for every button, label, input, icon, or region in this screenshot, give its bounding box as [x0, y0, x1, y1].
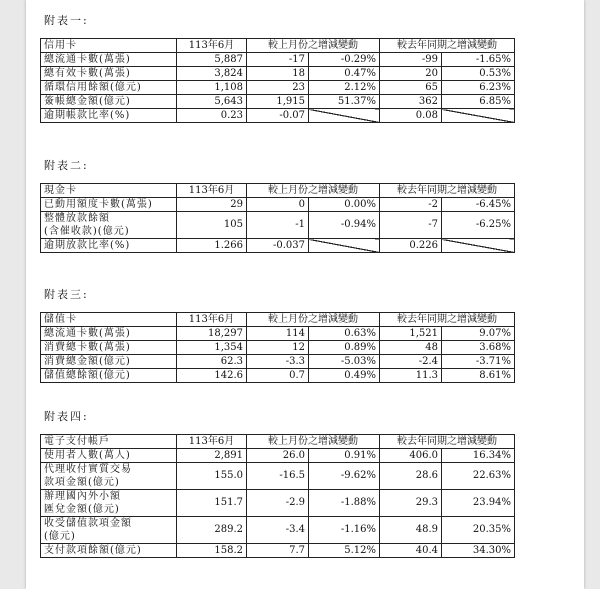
- row-yoy-abs: -2: [380, 198, 442, 212]
- row-mom-pct: -0.29%: [309, 53, 380, 67]
- row-value: 151.7: [177, 490, 247, 517]
- row-label: [41, 517, 177, 544]
- row-yoy-abs: 40.4: [380, 544, 442, 558]
- row-label: [41, 463, 177, 490]
- row-yoy-pct: 3.68%: [442, 341, 515, 355]
- row-yoy-abs: 20: [380, 67, 442, 81]
- row-value: 29: [177, 198, 247, 212]
- row-yoy-pct: 9.07%: [442, 327, 515, 341]
- table-row: [41, 95, 515, 109]
- row-value: 142.6: [177, 369, 247, 383]
- row-mom-pct: 0.91%: [309, 449, 380, 463]
- row-mom-abs: 18: [247, 67, 309, 81]
- table-row: [41, 490, 515, 517]
- row-mom-pct-na: [309, 109, 380, 123]
- row-yoy-abs: 28.6: [380, 463, 442, 490]
- row-label: 逾期帳款比率(%): [41, 109, 177, 123]
- header-category: 現金卡: [41, 184, 177, 198]
- row-mom-abs: 26.0: [247, 449, 309, 463]
- table-header-row: [41, 313, 515, 327]
- row-yoy-abs: 48.9: [380, 517, 442, 544]
- table-2-caption: 附表二:: [44, 159, 89, 172]
- row-yoy-pct: 22.63%: [442, 463, 515, 490]
- table-row: [41, 341, 515, 355]
- header-category: 儲值卡: [41, 313, 177, 327]
- row-label-line-2: 匯兌金額(億元): [44, 504, 120, 515]
- row-value: 0.23: [177, 109, 247, 123]
- row-mom-pct: 0.89%: [309, 341, 380, 355]
- table-row: [41, 449, 515, 463]
- row-mom-pct: 2.12%: [309, 81, 380, 95]
- row-yoy-pct: -1.65%: [442, 53, 515, 67]
- row-yoy-abs: 0.226: [380, 239, 442, 253]
- row-mom-abs: 0: [247, 198, 309, 212]
- row-mom-pct: 5.12%: [309, 544, 380, 558]
- cash-card-table: [40, 183, 515, 253]
- row-label: [41, 212, 177, 239]
- row-label: 使用者人數(萬人): [41, 449, 177, 463]
- row-mom-abs: -1: [247, 212, 309, 239]
- row-label-line-1: 收受儲值款項金額: [44, 518, 132, 529]
- table-row: [41, 517, 515, 544]
- table-header-row: [41, 435, 515, 449]
- table-row: [41, 53, 515, 67]
- row-yoy-pct: 6.23%: [442, 81, 515, 95]
- table-row: [41, 198, 515, 212]
- header-period: 113年6月: [177, 39, 247, 53]
- row-mom-abs: 7.7: [247, 544, 309, 558]
- row-value: 1.266: [177, 239, 247, 253]
- stored-value-card-table: [40, 312, 515, 383]
- row-yoy-pct: 16.34%: [442, 449, 515, 463]
- table-row: [41, 327, 515, 341]
- row-yoy-abs: -7: [380, 212, 442, 239]
- row-mom-pct: 0.63%: [309, 327, 380, 341]
- table-row: [41, 544, 515, 558]
- row-label-line-1: 代理收付實質交易: [44, 464, 132, 475]
- row-value: 5,643: [177, 95, 247, 109]
- table-header-row: [41, 184, 515, 198]
- header-yoy: 較去年同期之增減變動: [380, 184, 515, 198]
- table-1-caption: 附表一:: [44, 14, 89, 27]
- table-row: [41, 81, 515, 95]
- row-mom-pct: -1.16%: [309, 517, 380, 544]
- row-mom-pct: -0.94%: [309, 212, 380, 239]
- header-period: 113年6月: [177, 184, 247, 198]
- table-3-caption: 附表三:: [44, 288, 89, 301]
- row-label: 簽帳總金額(億元): [41, 95, 177, 109]
- row-mom-abs: -3.4: [247, 517, 309, 544]
- table-row: [41, 109, 515, 123]
- row-yoy-abs: 65: [380, 81, 442, 95]
- row-mom-pct: 51.37%: [309, 95, 380, 109]
- row-mom-pct-na: [309, 239, 380, 253]
- table-row: [41, 239, 515, 253]
- row-yoy-abs: 48: [380, 341, 442, 355]
- row-yoy-abs: 29.3: [380, 490, 442, 517]
- row-label-line-1: 整體放款餘額: [44, 213, 110, 224]
- row-value: 158.2: [177, 544, 247, 558]
- row-label: 消費總卡數(萬張): [41, 341, 177, 355]
- row-label: [41, 490, 177, 517]
- row-yoy-pct-na: [442, 239, 515, 253]
- header-mom: 較上月份之增減變動: [247, 39, 380, 53]
- header-mom: 較上月份之增減變動: [247, 435, 380, 449]
- row-yoy-abs: 11.3: [380, 369, 442, 383]
- row-label-line-2: (含催收款)(億元): [44, 226, 130, 237]
- row-value: 155.0: [177, 463, 247, 490]
- row-yoy-pct: 6.85%: [442, 95, 515, 109]
- header-category: 電子支付帳戶: [41, 435, 177, 449]
- header-period: 113年6月: [177, 435, 247, 449]
- row-label: 總流通卡數(萬張): [41, 327, 177, 341]
- table-row: [41, 355, 515, 369]
- row-mom-pct: -5.03%: [309, 355, 380, 369]
- row-mom-abs: 114: [247, 327, 309, 341]
- table-row: [41, 463, 515, 490]
- header-period: 113年6月: [177, 313, 247, 327]
- row-value: 1,354: [177, 341, 247, 355]
- row-yoy-abs: -2.4: [380, 355, 442, 369]
- header-yoy: 較去年同期之增減變動: [380, 313, 515, 327]
- header-mom: 較上月份之增減變動: [247, 313, 380, 327]
- table-row: [41, 212, 515, 239]
- row-value: 1,108: [177, 81, 247, 95]
- row-yoy-pct: -6.25%: [442, 212, 515, 239]
- row-yoy-pct: 8.61%: [442, 369, 515, 383]
- row-mom-abs: 23: [247, 81, 309, 95]
- row-mom-pct: 0.47%: [309, 67, 380, 81]
- row-mom-abs: -3.3: [247, 355, 309, 369]
- row-value: 18,297: [177, 327, 247, 341]
- row-label: 總流通卡數(萬張): [41, 53, 177, 67]
- row-mom-abs: 0.7: [247, 369, 309, 383]
- header-yoy: 較去年同期之增減變動: [380, 435, 515, 449]
- row-value: 62.3: [177, 355, 247, 369]
- row-label: 總有效卡數(萬張): [41, 67, 177, 81]
- table-header-row: [41, 39, 515, 53]
- credit-card-table: [40, 38, 515, 123]
- row-yoy-pct: 20.35%: [442, 517, 515, 544]
- row-value: 3,824: [177, 67, 247, 81]
- row-label-line-2: (億元): [44, 531, 76, 542]
- row-label: 支付款項餘額(億元): [41, 544, 177, 558]
- row-value: 5,887: [177, 53, 247, 67]
- row-mom-abs: -17: [247, 53, 309, 67]
- header-mom: 較上月份之增減變動: [247, 184, 380, 198]
- header-category: 信用卡: [41, 39, 177, 53]
- row-yoy-abs: 1,521: [380, 327, 442, 341]
- row-yoy-pct: 34.30%: [442, 544, 515, 558]
- row-label: 循環信用餘額(億元): [41, 81, 177, 95]
- row-mom-pct: 0.00%: [309, 198, 380, 212]
- row-mom-pct: -9.62%: [309, 463, 380, 490]
- row-value: 105: [177, 212, 247, 239]
- row-mom-abs: -2.9: [247, 490, 309, 517]
- row-value: 289.2: [177, 517, 247, 544]
- row-mom-abs: -0.07: [247, 109, 309, 123]
- row-mom-abs: 12: [247, 341, 309, 355]
- header-yoy: 較去年同期之增減變動: [380, 39, 515, 53]
- row-yoy-abs: 362: [380, 95, 442, 109]
- row-yoy-pct: -3.71%: [442, 355, 515, 369]
- row-yoy-abs: 406.0: [380, 449, 442, 463]
- row-label: 已動用額度卡數(萬張): [41, 198, 177, 212]
- row-label: 儲值總餘額(億元): [41, 369, 177, 383]
- row-yoy-pct: 23.94%: [442, 490, 515, 517]
- row-mom-abs: -0.037: [247, 239, 309, 253]
- row-mom-abs: 1,915: [247, 95, 309, 109]
- row-yoy-pct: 0.53%: [442, 67, 515, 81]
- table-row: [41, 369, 515, 383]
- row-yoy-pct-na: [442, 109, 515, 123]
- row-mom-abs: -16.5: [247, 463, 309, 490]
- row-mom-pct: 0.49%: [309, 369, 380, 383]
- row-yoy-abs: 0.08: [380, 109, 442, 123]
- row-label: 逾期放款比率(%): [41, 239, 177, 253]
- row-yoy-abs: -99: [380, 53, 442, 67]
- row-label-line-2: 款項金額(億元): [44, 477, 120, 488]
- row-yoy-pct: -6.45%: [442, 198, 515, 212]
- table-4-caption: 附表四:: [44, 410, 89, 423]
- row-mom-pct: -1.88%: [309, 490, 380, 517]
- e-payment-account-table: [40, 434, 515, 558]
- row-label-line-1: 辦理國內外小額: [44, 491, 121, 502]
- table-row: [41, 67, 515, 81]
- row-value: 2,891: [177, 449, 247, 463]
- row-label: 消費總金額(億元): [41, 355, 177, 369]
